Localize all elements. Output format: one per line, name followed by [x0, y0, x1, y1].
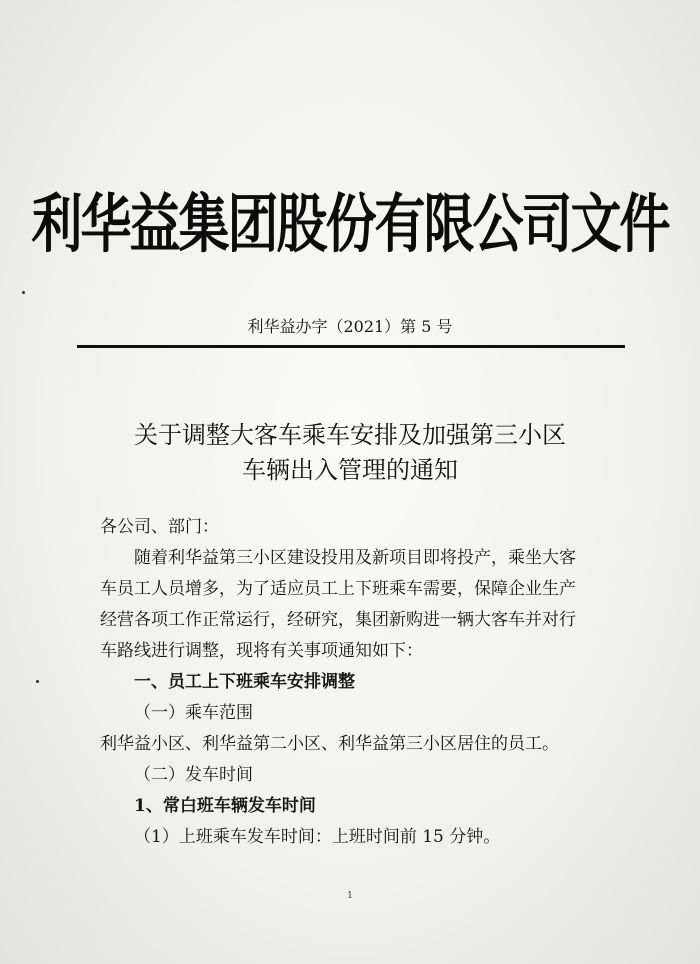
notice-title-line-1: 关于调整大客车乘车安排及加强第三小区	[134, 421, 566, 449]
scan-speck	[22, 291, 25, 294]
header-divider	[77, 345, 625, 348]
item-detail: （1）上班乘车发车时间：上班时间前 15 分钟。	[134, 827, 501, 847]
scan-speck	[36, 680, 39, 683]
document-body	[100, 512, 640, 853]
salutation: 各公司、部门：	[100, 517, 219, 537]
subsection-heading: （二）发车时间	[134, 765, 253, 785]
section-heading: 一、员工上下班乘车安排调整	[134, 672, 355, 692]
paragraph-line: 车路线进行调整，现将有关事项通知如下：	[100, 641, 423, 661]
item-heading: 1、常白班车辆发车时间	[134, 796, 316, 816]
document-header-title: 利华益集团股份有限公司文件	[31, 188, 669, 262]
notice-title	[0, 418, 700, 488]
page-number: 1	[347, 891, 353, 901]
notice-title-line-2: 车辆出入管理的通知	[242, 456, 458, 484]
paragraph-line: 经营各项工作正常运行，经研究，集团新购进一辆大客车并对行	[100, 610, 576, 630]
document-number: 利华益办字（2021）第 5 号	[247, 317, 453, 336]
subsection-heading: （一）乘车范围	[134, 703, 253, 723]
subsection-text: 利华益小区、利华益第二小区、利华益第三小区居住的员工。	[100, 734, 559, 754]
paragraph-line: 车员工人员增多，为了适应员工上下班乘车需要，保障企业生产	[100, 579, 576, 599]
paragraph-line: 随着利华益第三小区建设投用及新项目即将投产，乘坐大客	[134, 548, 576, 568]
